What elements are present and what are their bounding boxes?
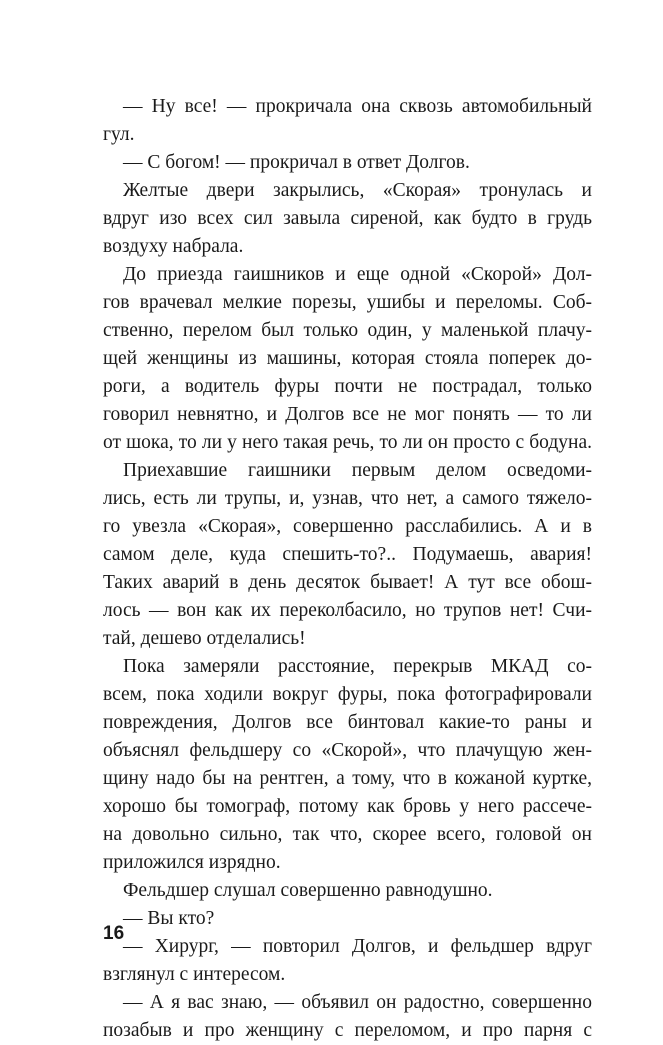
text-line: самом деле, куда спешить-то?.. Подумаешь, авария! (103, 544, 592, 565)
text-line: приложился изрядно. (103, 852, 281, 873)
text-line: — А я вас знаю, — объявил он радостно, совершенно (123, 992, 592, 1013)
text-line: Желтые двери закрылись, «Скорая» тронулась и (123, 180, 592, 201)
page-body (103, 93, 592, 1045)
text-line: гул. (103, 124, 135, 145)
text-line: щей женщины из машины, которая стояла поперек до- (103, 348, 592, 369)
text-line: Фельдшер слушал совершенно равнодушно. (123, 880, 493, 901)
text-line: Таких аварий в день десяток бывает! А тут все обош- (103, 572, 592, 593)
text-line: — Вы кто? (123, 908, 215, 929)
text-line: лось — вон как их переколбасило, но трупов нет! Счи- (103, 600, 592, 621)
text-line: До приезда гаишников и еще одной «Скорой» Дол- (123, 264, 592, 285)
text-line: объяснял фельдшеру со «Скорой», что плачущую жен- (103, 740, 592, 761)
text-line: тай, дешево отделались! (103, 628, 306, 649)
text-line: говорил невнятно, и Долгов все не мог понять — то ли (103, 404, 592, 425)
text-line: всем, пока ходили вокруг фуры, пока фотографировали (103, 684, 592, 705)
text-line: взглянул с интересом. (103, 964, 286, 985)
text-line: хорошо бы томограф, потому как бровь у него рассече- (103, 796, 592, 817)
text-line: ственно, перелом был только один, у маленькой плачу- (103, 320, 592, 341)
page-number: 16 (103, 923, 125, 944)
text-line: Приехавшие гаишники первым делом осведоми- (123, 460, 592, 481)
text-line: позабыв и про женщину с переломом, и про парня с (103, 1020, 592, 1041)
text-line: — С богом! — прокричал в ответ Долгов. (123, 152, 470, 173)
text-line: Пока замеряли расстояние, перекрыв МКАД со- (123, 656, 592, 677)
text-line: — Хирург, — повторил Долгов, и фельдшер вдруг (123, 936, 592, 957)
text-line: от шока, то ли у него такая речь, то ли он просто с бодуна. (103, 432, 592, 453)
text-line: гов врачевал мелкие порезы, ушибы и переломы. Соб- (103, 292, 592, 313)
text-line: лись, есть ли трупы, и, узнав, что нет, а самого тяжело- (103, 488, 592, 509)
text-line: — Ну все! — прокричала она сквозь автомобильный (123, 96, 592, 117)
text-line: повреждения, Долгов все бинтовал какие-то раны и (103, 712, 592, 733)
text-line: воздуху набрала. (103, 236, 244, 257)
text-line: го увезла «Скорая», совершенно расслабились. А и в (103, 516, 592, 537)
text-line: на довольно сильно, так что, скорее всего, головой он (103, 824, 592, 845)
text-line: вдруг изо всех сил завыла сиреной, как будто в грудь (103, 208, 592, 229)
text-line: щину надо бы на рентген, а тому, что в кожаной куртке, (103, 768, 592, 789)
text-line: роги, а водитель фуры почти не пострадал, только (103, 376, 592, 397)
